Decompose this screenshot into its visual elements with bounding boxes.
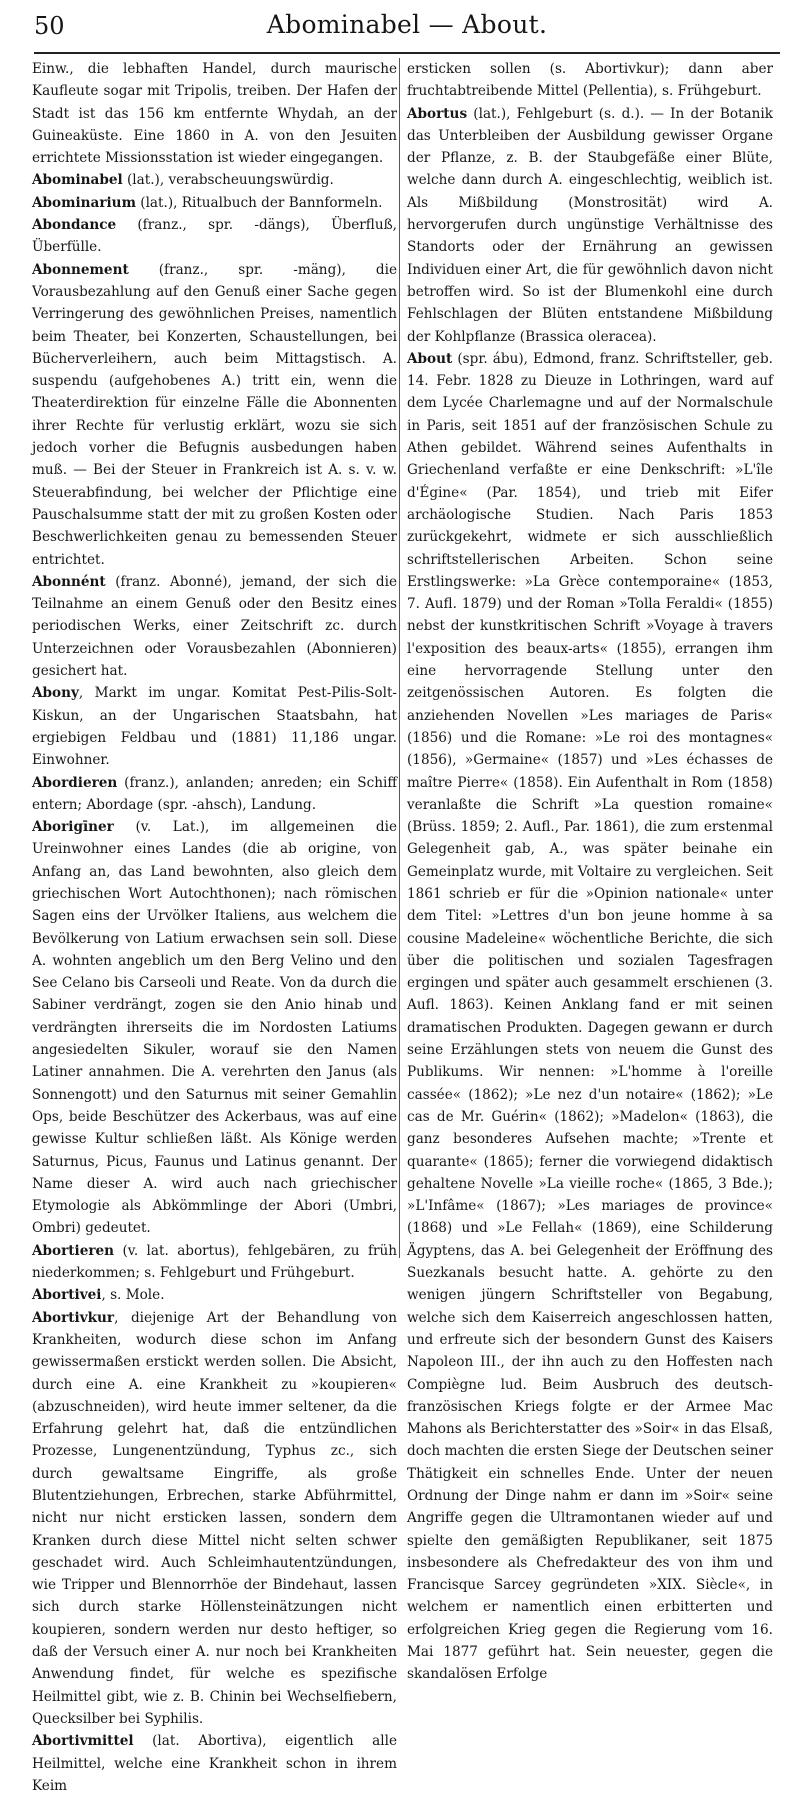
dictionary-entry <box>32 571 397 682</box>
dictionary-entry <box>32 214 397 259</box>
dictionary-entry <box>32 816 397 1240</box>
dictionary-entry <box>32 169 397 191</box>
left-column <box>32 58 397 1794</box>
entry-headword: Abortus <box>407 105 468 122</box>
dictionary-entry <box>32 1730 397 1797</box>
header-rule <box>34 52 780 54</box>
entry-text: (franz., spr. -dängs), Überfluß, Überfülle. <box>32 217 397 256</box>
entry-headword: Abonnement <box>32 261 129 278</box>
right-column <box>407 58 773 1683</box>
dictionary-entry <box>407 348 773 1686</box>
entry-headword: Abonnént <box>32 573 106 590</box>
entry-text: , diejenige Art der Behandlung von Krankheiten, wodurch diese schon im Anfang gewissermaßen erstickt werden sollen. Die Absicht, durch eine A. eine Krankheit zu »koupieren« (abzuschneiden), wird heute immer seltener, da die Erfahrung gelehrt hat, daß die entzündlichen Prozesse, Lungenentzündung, Typhus zc., sich durch gewaltsame Eingriffe, als große Blutentziehungen, Erbrechen, starke Abführmittel, nicht nur nicht ersticken lassen, sondern dem Kranken durch diese Mittel nicht selten schwer geschadet wird. Auch Schleimhautentzündungen, wie Tripper und Blennorrhöe der Bindehaut, lassen sich durch starke Höllensteinätzungen nicht koupieren, sondern werden nur desto heftiger, so daß der Versuch einer A. nur noch bei Krankheiten Anwendung findet, für welche es spezifische Heilmittel gibt, wie z. B. Chinin bei Wechselfiebern, Quecksilber bei Syphilis. <box>32 1309 397 1727</box>
dictionary-entry <box>32 192 397 214</box>
entry-headword: Abondance <box>32 217 117 234</box>
dictionary-entry <box>407 58 773 103</box>
entry-text: (lat.), Ritualbuch der Bannformeln. <box>135 194 383 211</box>
dictionary-entry <box>407 103 773 348</box>
entry-text: (franz.), anlanden; anreden; ein Schiff entern; Abordage (spr. -ahsch), Landung. <box>32 774 397 813</box>
entry-headword: Abominabel <box>32 172 123 189</box>
entry-headword: Abordieren <box>32 774 118 791</box>
dictionary-entry <box>32 1284 397 1306</box>
entry-text: , Markt im ungar. Komitat Pest-Pilis-Solt-Kiskun, an der Ungarischen Staatsbahn, hat ergiebigen Feldbau und (1881) 11,186 ungar. Einwohner. <box>32 685 397 769</box>
page-number: 50 <box>34 12 65 40</box>
entry-text: ersticken sollen (s. Abortivkur); dann aber fruchtabtreibende Mittel (Pellentia), s. Frühgeburt. <box>407 61 773 100</box>
entry-text: (lat.), verabscheuungswürdig. <box>122 172 334 189</box>
entry-headword: Abortivei <box>32 1287 102 1304</box>
dictionary-entry <box>32 772 397 817</box>
entry-headword: Aborigīner <box>32 819 114 836</box>
entry-text: (franz., spr. -mäng), die Vorausbezahlung auf den Genuß einer Sache gegen Verringerung des gewöhnlichen Preises, namentlich beim Theater, bei Konzerten, Schaustellungen, bei Bücherverleihern, auch beim Mittagstisch. A. suspendu (aufgehobenes A.) tritt ein, wenn die Theaterdirektion für einzelne Fälle die Abonnenten ihrer Rechte für verlustig erklärt, wozu sie sich jedoch vorher die Befugnis ausbedungen haben muß. — Bei der Steuer in Frankreich ist A. s. v. w. Steuerabfindung, bei welcher der Pflichtige eine Pauschalsumme statt der mit zu großen Kosten oder Beschwerlichkeiten genau zu bemessenden Steuer entrichtet. <box>32 261 397 568</box>
dictionary-entry <box>32 1307 397 1731</box>
dictionary-entry <box>32 58 397 169</box>
entry-text: (franz. Abonné), jemand, der sich die Teilnahme an einem Genuß oder den Besitz eines periodischen Werks, einer Zeitschrift zc. durch Unterzeichnen oder Vorausbezahlen (Abonnieren) gesichert hat. <box>32 573 397 680</box>
dictionary-entry <box>32 1240 397 1285</box>
entry-headword: Abortieren <box>32 1242 115 1259</box>
dictionary-entry <box>32 259 397 571</box>
entry-headword: Abominarium <box>32 194 136 211</box>
entry-text: (lat.), Fehlgeburt (s. d.). — In der Botanik das Unterbleiben der Ausbildung gewisser Organe der Pflanze, z. B. der Staubgefäße einer Blüte, welche dann durch A. eingeschlechtig, weiblich ist. Als Mißbildung (Monstrosität) wird A. hervorgerufen durch ungünstige Verhältnisse des Standorts oder der Ernährung an gewissen Individuen einer Art, die für gewöhnlich davon nicht betroffen wird. So ist der Blumenkohl eine durch Fehlschlagen der Blüten entstandene Mißbildung der Kohlpflanze (Brassica oleracea). <box>407 105 773 345</box>
entry-headword: Abortivkur <box>32 1309 115 1326</box>
entry-text: (spr. ábu), Edmond, franz. Schriftsteller, geb. 14. Febr. 1828 zu Dieuze in Lothringen, ward auf dem Lycée Charlemagne und auf der Normalschule in Paris, seit 1851 auf der französischen Schule zu Athen gebildet. Während seines Aufenthalts in Griechenland verfaßte er eine Denkschrift: »L'île d'Égine« (Par. 1854), und trieb mit Eifer archäologische Studien. Nach Paris 1853 zurückgekehrt, widmete er sich ausschließlich schriftstellerischen Arbeiten. Schon seine Erstlingswerke: »La Grèce contemporaine« (1853, 7. Aufl. 1879) und der Roman »Tolla Feraldi« (1855) nebst der kunstkritischen Schrift »Voyage à travers l'exposition des beaux-arts« (1855), errangen ihm eine hervorragende Stellung unter den zeitgenössischen Autoren. Es folgten die anziehenden Novellen »Les mariages de Paris« (1856) und die Romane: »Le roi des montagnes« (1856), »Germaine« (1857) und »Les échasses de maître Pierre« (1858). Ein Aufenthalt in Rom (1858) veranlaßte die Schrift »La question romaine« (Brüss. 1859; 2. Aufl., Par. 1861), die zum erstenmal Gelegenheit gab, A., was später beinahe ein Gemeinplatz wurde, mit Voltaire zu vergleichen. Seit 1861 schrieb er für die »Opinion nationale« unter dem Titel: »Lettres d'un bon jeune homme à sa cousine Madeleine« wöchentliche Berichte, die sich über die politischen und sozialen Tagesfragen ergingen und später auch gesammelt erschienen (3. Aufl. 1863). Keinen Anklang fand er mit seinen dramatischen Produkten. Dagegen gewann er durch seine Erzählungen stets von neuem die Gunst des Publikums. Wir nennen: »L'homme à l'oreille cassée« (1862); »Le nez d'un notaire« (1862); »Le cas de Mr. Guérin« (1862); »Madelon« (1863), die ganz besonderes Aufsehen machte; »Trente et quarante« (1865); ferner die vorwiegend didaktisch gehaltene Novelle »La vieille roche« (1865, 3 Bde.); »L'Infâme« (1867); »Les mariages de province« (1868) und »Le Fellah« (1869), eine Schilderung Ägyptens, das A. bei Gelegenheit der Eröffnung des Suezkanals besucht hatte. A. gehörte zu den wenigen jüngern Schriftsteller von Begabung, welche sich dem Kaiserreich angeschlossen hatten, und erfreute sich der besondern Gunst des Kaisers Napoleon III., der ihn auch zu den Hoffesten nach Compiègne lud. Beim Ausbruch des deutsch-französischen Kriegs folgte er der Armee Mac Mahons als Berichterstatter des »Soir« in das Elsaß, doch machten die ersten Siege der Deutschen seiner Thätigkeit ein schnelles Ende. Unter der neuen Ordnung der Dinge nahm er dann im »Soir« seine Angriffe gegen die Ultramontanen wieder auf und spielte den gemäßigten Republikaner, seit 1875 insbesondere als Chefredakteur des von ihm und Francisque Sarcey gegründeten »XIX. Siècle«, in welchem er namentlich einen erbitterten und erfolgreichen Krieg gegen die Regierung vom 16. Mai 1877 geführt hat. Sein neuester, gegen die skandalösen Erfolge <box>407 350 773 1683</box>
dictionary-entry <box>32 682 397 771</box>
running-title: Abominabel — About. <box>266 10 548 39</box>
entry-text: (v. lat. abortus), fehlgebären, zu früh niederkommen; s. Fehlgeburt und Frühgeburt. <box>32 1242 397 1282</box>
entry-headword: About <box>407 350 453 367</box>
entry-text: Einw., die lebhaften Handel, durch maurische Kaufleute sogar mit Tripolis, treiben. Der Hafen der Stadt ist das 156 km entfernte Whydah, an der Guineaküste. Eine 1860 in A. von den Jesuiten errichtete Missionsstation ist wieder eingegangen. <box>32 61 397 167</box>
page-header <box>34 6 780 48</box>
entry-headword: Abortivmittel <box>32 1733 134 1750</box>
column-divider <box>399 58 400 1258</box>
entry-text: (v. Lat.), im allgemeinen die Ureinwohner eines Landes (die ab origine, von Anfang an, das Land bewohnten, also gleich dem griechischen Wort Autochthonen); nach römischen Sagen eins der Urvölker Italiens, aus welchem die Bevölkerung von Latium erwachsen sein soll. Diese A. wohnten angeblich um den Berg Velino und den See Celano bis Carseoli und Reate. Von da durch die Sabiner verdrängt, zogen sie den Anio hinab und verdrängten ihrerseits die im Nordosten Latiums angesiedelten Sikuler, worauf sie den Namen Latiner annahmen. Die A. verehrten den Janus (als Sonnengott) und den Saturnus mit seiner Gemahlin Ops, beide Beschützer des Ackerbaus, was auf eine gewisse Kultur schließen läßt. Als Könige werden Saturnus, Picus, Faunus und Latinus genannt. Der Name dieser A. wird auch nach griechischer Etymologie als Abkömmlinge der Abori (Umbri, Ombri) gedeutet. <box>32 819 397 1237</box>
entry-text: (lat. Abortiva), eigentlich alle Heilmittel, welche eine Krankheit schon in ihrem Keim <box>32 1733 397 1794</box>
entry-text: , s. Mole. <box>101 1287 165 1304</box>
entry-headword: Abony <box>32 685 79 702</box>
